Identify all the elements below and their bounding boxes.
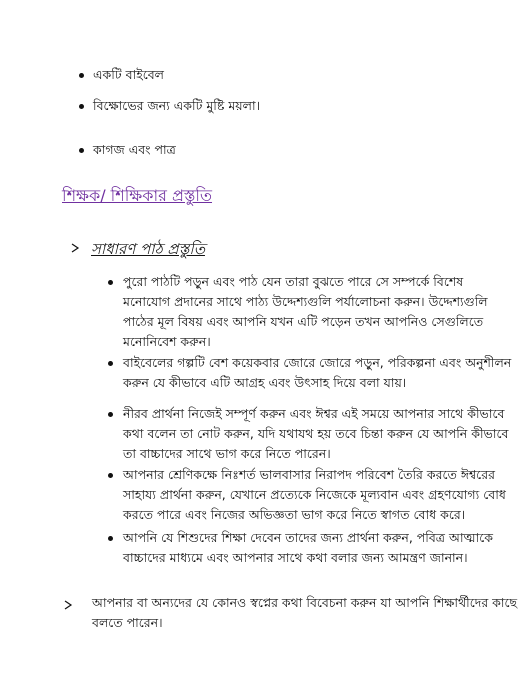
- preparation-item: [123, 272, 488, 352]
- bullet-icon: [79, 148, 84, 153]
- arrow-right-icon: [70, 241, 80, 257]
- item-line: আপনি যে শিশুদের শিক্ষা দেবেন তাদের জন্য প্রার্থনা করুন, পবিত্র আত্মাকে: [123, 530, 493, 545]
- bullet-icon: [108, 473, 113, 478]
- item-line: আপনার শ্রেণিকক্ষে নিঃশর্ত ভালবাসার নিরাপদ পরিবেশ তৈরি করতে ঈশ্বরের: [123, 467, 495, 482]
- subheading: সাধারণ পাঠ প্রস্তুতি: [91, 240, 205, 258]
- material-item: কাগজ এবং পাত্র: [93, 142, 176, 157]
- closing-item: [92, 593, 518, 633]
- bullet-icon: [108, 412, 113, 417]
- item-line: আপনার বা অন্যদের যে কোনও স্বপ্নের কথা বিবেচনা করুন যা আপনি শিক্ষার্থীদের কাছে: [92, 595, 518, 610]
- item-line: করুন যে কীভাবে এটি আগ্রহ এবং উৎসাহ দিয়ে বলা যায়।: [123, 375, 407, 390]
- section-heading: শিক্ষক/ শিক্ষিকার প্রস্তুতি: [62, 186, 213, 205]
- bullet-icon: [108, 536, 113, 541]
- item-line: নীরব প্রার্থনা নিজেই সম্পূর্ণ করুন এবং ঈশ্বর এই সময়ে আপনার সাথে কীভাবে: [123, 406, 505, 421]
- item-line: বলতে পারেন।: [92, 615, 163, 630]
- item-line: করতে পারে এবং নিজের অভিজ্ঞতা ভাগ করে নিতে স্বাগত বোধ করে।: [123, 507, 466, 522]
- bullet-icon: [108, 361, 113, 366]
- bullet-icon: [79, 73, 84, 78]
- item-line: পাঠের মূল বিষয় এবং আপনি যখন এটি পড়েন তখন আপনিও সেগুলিতে: [123, 314, 484, 329]
- item-line: সাহায্য প্রার্থনা করুন, যেখানে প্রত্যেকে নিজেকে মূল্যবান এবং গ্রহণযোগ্য বোধ: [123, 487, 506, 502]
- bullet-icon: [108, 280, 113, 285]
- item-line: বাচ্চাদের মাধ্যমে এবং আপনার সাথে কথা বলার জন্য আমন্ত্রণ জানান।: [123, 550, 468, 565]
- preparation-item: [123, 353, 512, 393]
- material-item: একটি বাইবেল: [93, 67, 164, 82]
- preparation-item: [123, 404, 509, 464]
- preparation-item: [123, 528, 493, 568]
- preparation-item: [123, 465, 506, 525]
- item-line: বাইবেলের গল্পটি বেশ কয়েকবার জোরে জোরে পড়ুন, পরিকল্পনা এবং অনুশীলন: [123, 355, 512, 370]
- material-item: বিক্ষোভের জন্য একটি মুষ্টি ময়লা।: [93, 98, 261, 113]
- item-line: কথা বলেন তা নোট করুন, যদি যথাযথ হয় তবে চিন্তা করুন যে আপনি কীভাবে: [123, 426, 509, 441]
- item-line: তা বাচ্চাদের সাথে ভাগ করে নিতে পারেন।: [123, 446, 331, 461]
- item-line: মনোযোগ প্রদানের সাথে পাঠ্য উদ্দেশ্যগুলি পর্যালোচনা করুন। উদ্দেশ্যগুলি: [123, 294, 488, 309]
- bullet-icon: [79, 104, 84, 109]
- item-line: মনোনিবেশ করুন।: [123, 334, 211, 349]
- arrow-right-icon: [63, 598, 73, 614]
- item-line: পুরো পাঠটি পড়ুন এবং পাঠ যেন তারা বুঝতে পারে সে সম্পর্কে বিশেষ: [123, 274, 464, 289]
